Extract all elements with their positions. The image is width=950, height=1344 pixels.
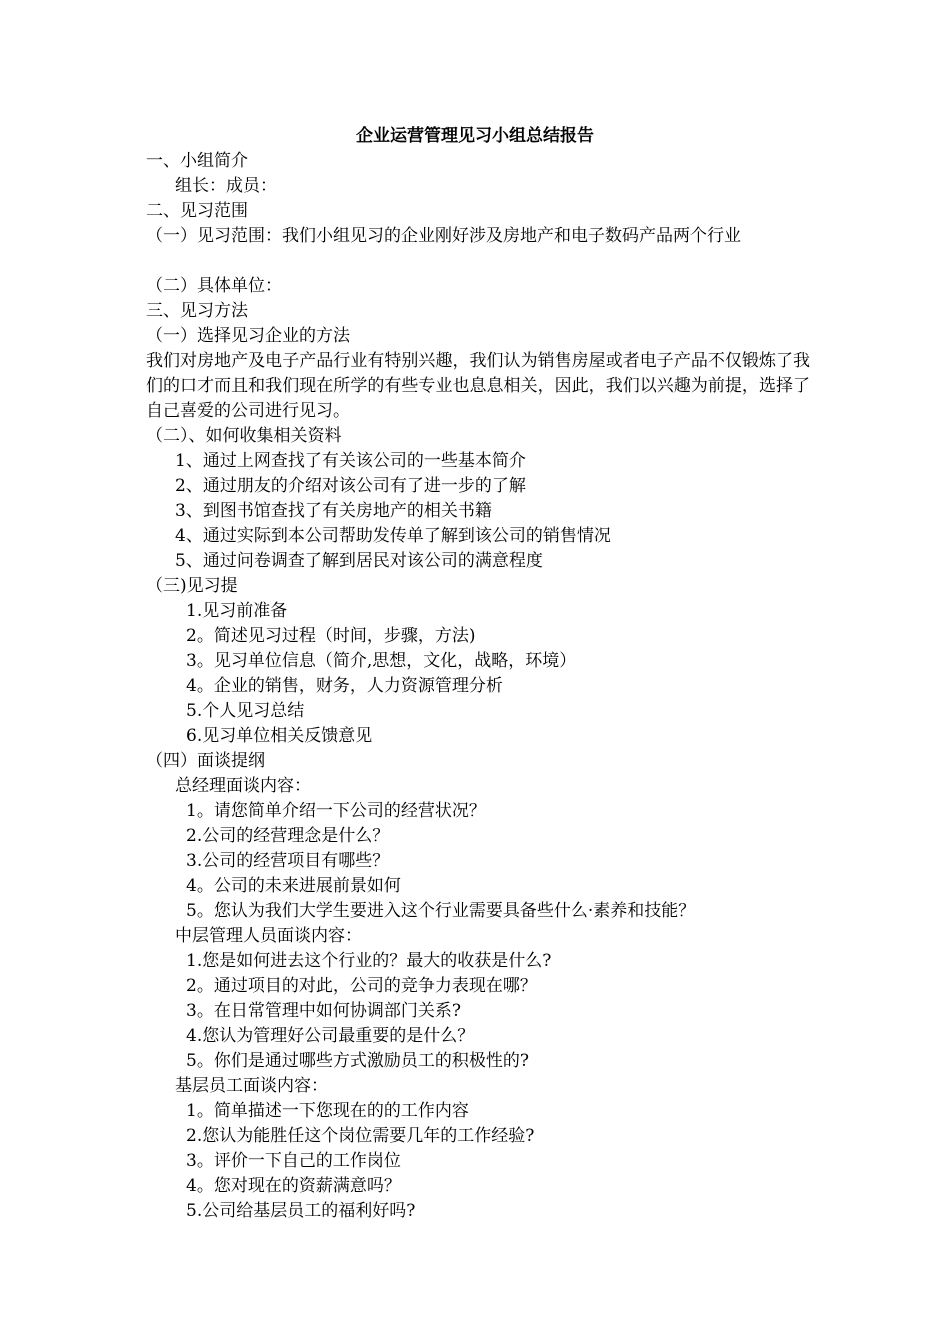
list-item: 5.个人见习总结: [186, 701, 305, 721]
section-2-heading: 二、见习范围: [146, 201, 248, 221]
list-item: 1.您是如何进去这个行业的？最大的收获是什么?: [186, 951, 552, 971]
scope-paragraph: （一）见习范围：我们小组见习的企业刚好涉及房地产和电子数码产品两个行业: [146, 226, 741, 246]
list-item: 1、通过上网查找了有关该公司的一些基本简介: [175, 451, 526, 471]
list-item: 2、通过朋友的介绍对该公司有了进一步的了解: [175, 476, 526, 496]
document-title: 企业运营管理见习小组总结报告: [356, 126, 594, 146]
method-2-heading: （二）、如何收集相关资料: [146, 426, 342, 446]
list-item: 5.公司给基层员工的福利好吗?: [186, 1201, 416, 1221]
method-1-heading: （一）选择见习企业的方法: [146, 326, 350, 346]
section-3-heading: 三、见习方法: [146, 301, 248, 321]
list-item: 3。见习单位信息（简介,思想，文化，战略，环境）: [186, 651, 577, 671]
list-item: 2.公司的经营理念是什么？: [186, 826, 390, 846]
mid-manager-interview-heading: 中层管理人员面谈内容：: [175, 926, 362, 946]
list-item: 3。在日常管理中如何协调部门关系?: [186, 1001, 461, 1021]
method-4-heading: （四）面谈提纲: [146, 751, 265, 771]
list-item: 3、到图书馆查找了有关房地产的相关书籍: [175, 501, 492, 521]
list-item: 3.公司的经营项目有哪些？: [186, 851, 390, 871]
method-1-body: 我们对房地产及电子产品行业有特别兴趣，我们认为销售房屋或者电子产品不仅锻炼了我们的口才而且和我们现在所学的有些专业也息息相关，因此，我们以兴趣为前提，选择了自己喜爱的公司进行见习。: [146, 351, 810, 421]
list-item: 4.您认为管理好公司最重要的是什么？: [186, 1026, 475, 1046]
list-item: 1。简单描述一下您现在的的工作内容: [186, 1101, 469, 1121]
group-members: 组长：成员：: [175, 176, 277, 196]
section-1-heading: 一、小组简介: [146, 151, 248, 171]
list-item: 1.见习前准备: [186, 601, 288, 621]
list-item: 4。您对现在的资薪满意吗？: [186, 1176, 401, 1196]
list-item: 1。请您简单介绍一下公司的经营状况？: [186, 801, 486, 821]
method-3-heading: （三)见习提: [146, 576, 238, 596]
list-item: 5、通过问卷调查了解到居民对该公司的满意程度: [175, 551, 543, 571]
list-item: 2。简述见习过程（时间，步骤，方法): [186, 626, 476, 646]
list-item: 4。企业的销售，财务，人力资源管理分析: [186, 676, 503, 696]
list-item: 4、通过实际到本公司帮助发传单了解到该公司的销售情况: [175, 526, 611, 546]
staff-interview-heading: 基层员工面谈内容：: [175, 1076, 328, 1096]
list-item: 5。您认为我们大学生要进入这个行业需要具备些什么·素养和技能？: [186, 901, 696, 921]
unit-line: （二）具体单位：: [146, 276, 282, 296]
list-item: 4。公司的未来进展前景如何: [186, 876, 401, 896]
gm-interview-heading: 总经理面谈内容：: [175, 776, 311, 796]
list-item: 5。你们是通过哪些方式激励员工的积极性的?: [186, 1051, 529, 1071]
list-item: 2.您认为能胜任这个岗位需要几年的工作经验?: [186, 1126, 535, 1146]
list-item: 6.见习单位相关反馈意见: [186, 726, 373, 746]
list-item: 3。评价一下自己的工作岗位: [186, 1151, 401, 1171]
list-item: 2。通过项目的对此，公司的竞争力表现在哪？: [186, 976, 537, 996]
